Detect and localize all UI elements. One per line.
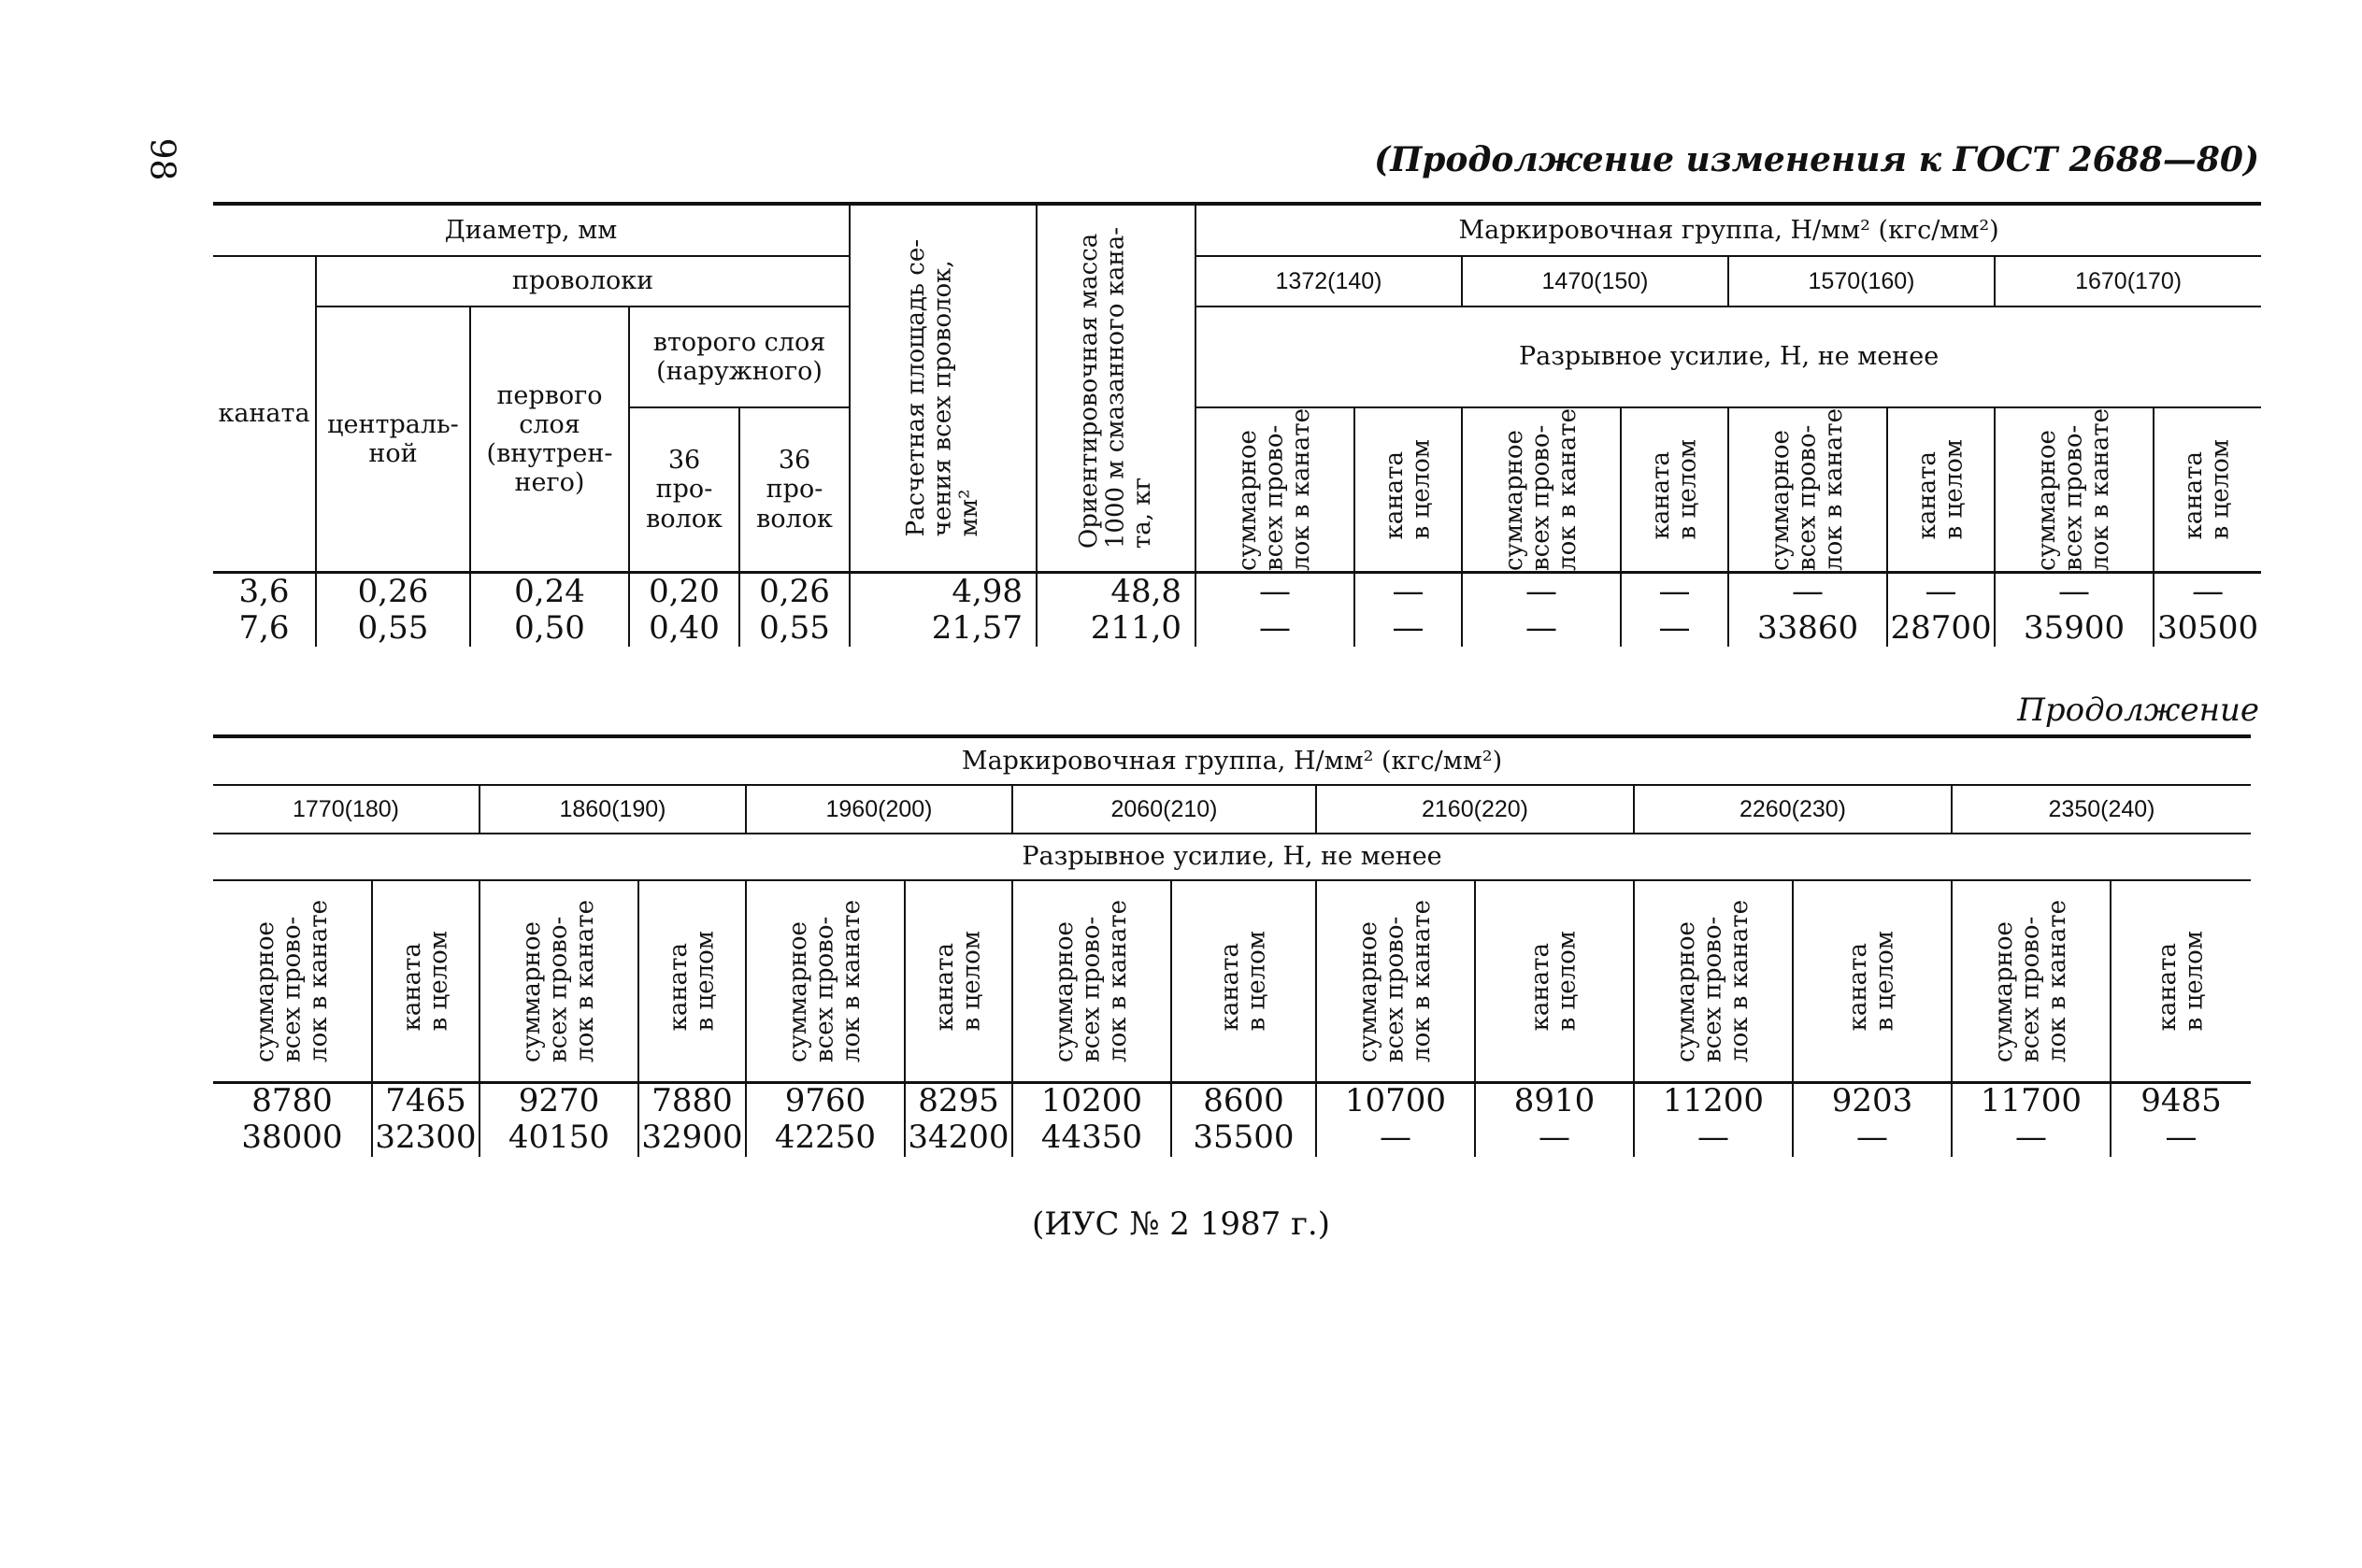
table-cell: 9760 [746,1082,905,1119]
table-cell: 21,57 [850,609,1037,647]
table-cell: 0,55 [316,609,470,647]
table-cell: 3,6 [238,572,290,610]
table-row [213,609,2261,647]
table-cell: 42250 [746,1119,905,1157]
breaking-force-header: Разрывное усилие, Н, не менее [1195,306,2261,407]
central-wire-header: централь- ной [316,306,470,572]
table-cell: 9485 [2111,1082,2251,1119]
table-row [213,572,2261,609]
table-cell: 8295 [905,1082,1012,1119]
group-1372: 1372(140) [1195,256,1462,306]
table-cell: — [2111,1119,2251,1157]
rope-table-part2 [213,734,2251,1157]
table-cell: 8910 [1475,1082,1634,1119]
table-cell: 9203 [1793,1082,1952,1119]
table-cell: — [1195,609,1354,647]
group-2060: 2060(210) [1012,785,1316,834]
rope-whole-header: каната в целом [1793,880,1952,1082]
table-cell: — [1475,1119,1634,1157]
table-cell: — [1354,572,1462,609]
table-cell: 10700 [1316,1082,1475,1119]
table-cell: 33860 [1728,609,1887,647]
rope-whole-header: каната в целом [638,880,746,1082]
continuation-label: Продолжение [2017,691,2259,729]
group-2160: 2160(220) [1316,785,1634,834]
sum-wires-header: суммарное всех прово- лок в канате [1462,407,1621,572]
area-header: Расчетная площадь се- чения всех проволок, мм² [850,204,1037,572]
table-cell: — [1995,572,2154,609]
table-cell: 35900 [1995,609,2154,647]
table-cell: 28700 [1887,609,1995,647]
sum-wires-header: суммарное всех прово- лок в канате [1195,407,1354,572]
table-cell: 7880 [638,1082,746,1119]
table-cell: 8600 [1171,1082,1316,1119]
table-cell: — [1462,609,1621,647]
group-2350: 2350(240) [1952,785,2251,834]
sum-wires-header: суммарное всех прово- лок в канате [251,899,333,1062]
sum-wires-header: суммарное всех прово- лок в канате [480,880,638,1082]
table-cell: — [1728,572,1887,609]
rope-whole-header: каната в целом [2154,407,2261,572]
group-1770: 1770(180) [293,795,399,822]
rope-whole-header: каната в целом [1621,407,1728,572]
source-note: (ИУС № 2 1987 г.) [1032,1205,1330,1243]
group-1670: 1670(170) [1995,256,2261,306]
sum-wires-header: суммарное всех прово- лок в канате [1952,880,2111,1082]
marking-group-header: Маркировочная группа, Н/мм² (кгс/мм²) [961,746,1503,776]
rope-whole-header: каната в целом [1354,407,1462,572]
table-cell: — [1354,609,1462,647]
table-cell: 48,8 [1037,572,1195,609]
first-layer-header: первого слоя (внутрен- него) [470,306,629,572]
table-cell: — [1462,572,1621,609]
group-1960: 1960(200) [746,785,1012,834]
group-1860: 1860(190) [480,785,746,834]
group-1470: 1470(150) [1462,256,1728,306]
wires-header: проволоки [316,256,850,306]
table-cell: — [1952,1119,2111,1157]
wires36-header-b: 36 про- волок [739,407,850,572]
breaking-force-header: Разрывное усилие, Н, не менее [1022,842,1442,872]
table-cell: 0,40 [629,609,739,647]
table-cell: — [1621,609,1728,647]
sum-wires-header: суммарное всех прово- лок в канате [1728,407,1887,572]
table-cell: 32900 [638,1119,746,1157]
table-cell: 38000 [241,1119,343,1157]
second-layer-header: второго слоя (наружного) [629,306,850,407]
rope-whole-header: каната в целом [1887,407,1995,572]
sum-wires-header: суммарное всех прово- лок в канате [1012,880,1171,1082]
table-cell: 0,26 [739,572,850,609]
table-row [213,1082,2251,1119]
table-cell: 4,98 [850,572,1037,609]
table-cell: 11200 [1634,1082,1793,1119]
running-head: (Продолжение изменения к ГОСТ 2688—80) [1374,140,2259,179]
rope-table-part1 [213,202,2261,647]
table-cell: 44350 [1012,1119,1171,1157]
table-cell: — [1195,572,1354,609]
table-cell: 40150 [480,1119,638,1157]
group-2260: 2260(230) [1634,785,1952,834]
table-cell: — [2154,572,2261,609]
rope-whole-header: каната в целом [905,880,1012,1082]
table-cell: — [1634,1119,1793,1157]
table-cell: 8780 [251,1082,333,1120]
rope-whole-header: каната в целом [2111,880,2251,1082]
rope-diameter-header: каната [213,256,316,572]
table-cell: — [1621,572,1728,609]
rope-whole-header: каната в целом [372,880,480,1082]
diameter-header: Диаметр, мм [213,204,850,256]
table-cell: 30500 [2154,609,2261,647]
table-cell: 35500 [1171,1119,1316,1157]
sum-wires-header: суммарное всех прово- лок в канате [746,880,905,1082]
table-cell: — [1793,1119,1952,1157]
sum-wires-header: суммарное всех прово- лок в канате [1634,880,1793,1082]
table-cell: 7,6 [238,608,290,647]
marking-group-header: Маркировочная группа, Н/мм² (кгс/мм²) [1195,204,2261,256]
table-cell: — [1887,572,1995,609]
group-1570: 1570(160) [1728,256,1995,306]
table-row [213,1119,2251,1157]
page-number: 98 [142,137,181,181]
table-cell: 0,26 [316,572,470,609]
table-cell: 7465 [372,1082,480,1119]
table-cell: 0,20 [629,572,739,609]
table-cell: 11700 [1952,1082,2111,1119]
table-cell: 34200 [905,1119,1012,1157]
table-cell: 0,55 [739,609,850,647]
table-cell: 211,0 [1037,609,1195,647]
table-cell: 32300 [372,1119,480,1157]
rope-whole-header: каната в целом [1171,880,1316,1082]
table-cell: 9270 [480,1082,638,1119]
table-cell: — [1316,1119,1475,1157]
mass-header: Ориентировочная масса 1000 м смазанного кана- та, кг [1037,204,1195,572]
wires36-header-a: 36 про- волок [629,407,739,572]
rope-whole-header: каната в целом [1475,880,1634,1082]
sum-wires-header: суммарное всех прово- лок в канате [1995,407,2154,572]
table-cell: 10200 [1012,1082,1171,1119]
sum-wires-header: суммарное всех прово- лок в канате [1316,880,1475,1082]
table-cell: 0,50 [470,609,629,647]
table-cell: 0,24 [470,572,629,609]
